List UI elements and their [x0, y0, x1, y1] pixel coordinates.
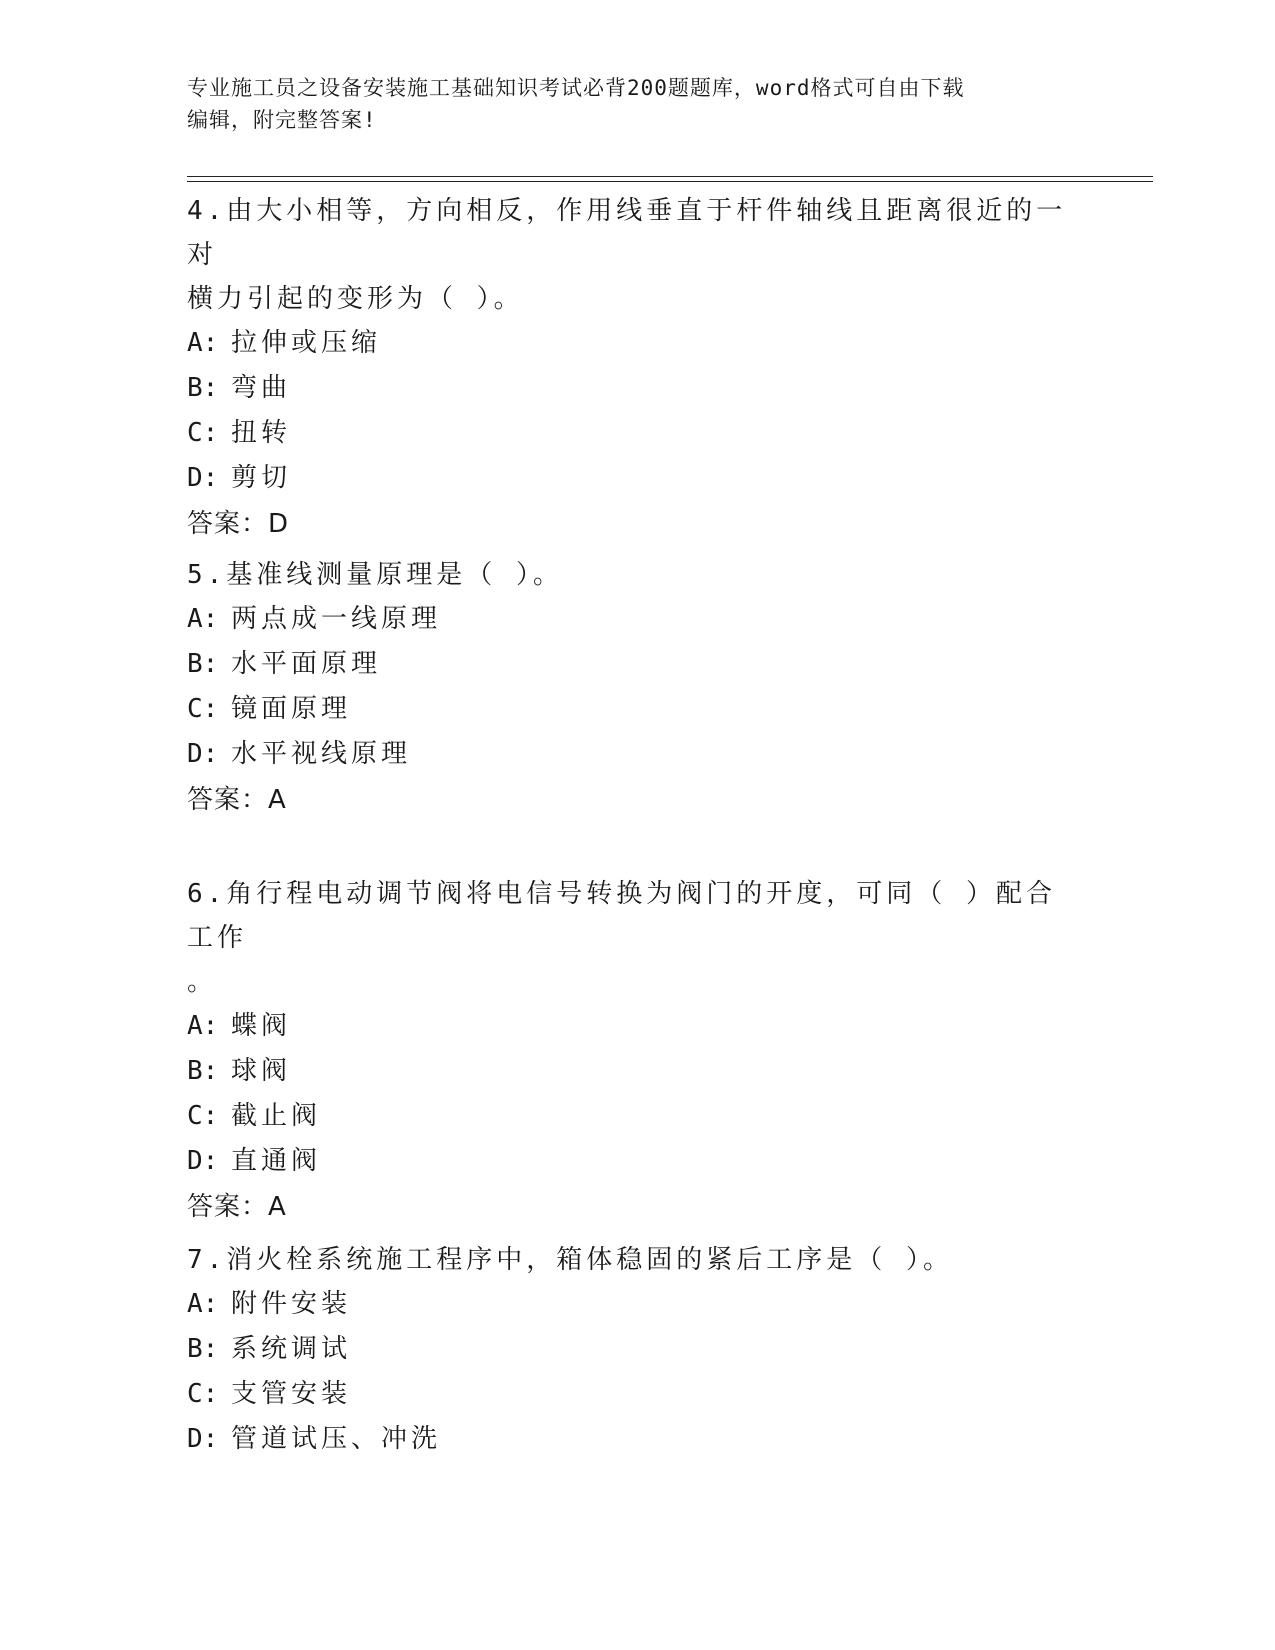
option-text: 两点成一线原理	[231, 604, 442, 634]
answer-line: 答案：A	[187, 1192, 287, 1222]
header-divider-bottom	[187, 181, 1153, 182]
question-stem-line: 7.消火栓系统施工程序中，箱体稳固的紧后工序是（ ）。	[187, 1245, 953, 1275]
question-5	[187, 553, 1067, 823]
option-text: 附件安装	[231, 1289, 352, 1319]
option-letter: C:	[187, 1379, 219, 1409]
question-stem	[187, 553, 1067, 597]
question-7	[187, 1238, 1067, 1462]
option-letter: C:	[187, 694, 219, 724]
option-d	[187, 456, 1067, 501]
option-text: 拉伸或压缩	[231, 328, 382, 358]
option-text: 剪切	[231, 463, 292, 493]
question-stem	[187, 189, 1067, 321]
header-divider-top	[187, 176, 1153, 177]
option-text: 直通阀	[231, 1146, 322, 1176]
option-text: 水平视线原理	[231, 739, 412, 769]
question-4	[187, 189, 1067, 547]
option-text: 蝶阀	[231, 1011, 292, 1041]
option-text: 管道试压、冲洗	[231, 1424, 442, 1454]
option-letter: B:	[187, 649, 219, 679]
option-letter: A:	[187, 1011, 219, 1041]
option-letter: B:	[187, 1056, 219, 1086]
option-letter: C:	[187, 1101, 219, 1131]
answer-line: 答案：A	[187, 785, 287, 815]
option-text: 截止阀	[231, 1101, 322, 1131]
option-letter: C:	[187, 418, 219, 448]
option-d	[187, 1139, 1067, 1184]
option-a	[187, 1004, 1067, 1049]
option-letter: D:	[187, 1424, 219, 1454]
option-text: 扭转	[231, 418, 292, 448]
question-stem-line: 横力引起的变形为（ ）。	[187, 284, 524, 314]
option-text: 水平面原理	[231, 649, 382, 679]
option-letter: B:	[187, 373, 219, 403]
option-c	[187, 687, 1067, 732]
option-letter: A:	[187, 328, 219, 358]
question-stem-line: 5.基准线测量原理是（ ）。	[187, 560, 563, 590]
option-text: 弯曲	[231, 373, 292, 403]
option-b	[187, 1049, 1067, 1094]
question-stem-line: 。	[187, 967, 218, 997]
option-a	[187, 1282, 1067, 1327]
question-stem-line: 4.由大小相等，方向相反，作用线垂直于杆件轴线且距离很近的一对	[187, 196, 1067, 270]
question-stem	[187, 872, 1067, 1004]
document-header	[187, 72, 1067, 136]
option-c	[187, 411, 1067, 456]
option-text: 系统调试	[231, 1334, 352, 1364]
option-letter: B:	[187, 1334, 219, 1364]
option-b	[187, 642, 1067, 687]
option-letter: D:	[187, 739, 219, 769]
option-a	[187, 321, 1067, 366]
header-line-2: 编辑，附完整答案!	[187, 108, 377, 132]
question-6	[187, 872, 1067, 1230]
option-text: 镜面原理	[231, 694, 352, 724]
option-letter: A:	[187, 1289, 219, 1319]
option-letter: D:	[187, 463, 219, 493]
option-c	[187, 1372, 1067, 1417]
question-stem	[187, 1238, 1067, 1282]
answer-line: 答案：D	[187, 509, 290, 539]
option-text: 支管安装	[231, 1379, 352, 1409]
option-letter: A:	[187, 604, 219, 634]
option-letter: D:	[187, 1146, 219, 1176]
option-d	[187, 1417, 1067, 1462]
option-text: 球阀	[231, 1056, 292, 1086]
option-b	[187, 366, 1067, 411]
header-line-1: 专业施工员之设备安装施工基础知识考试必背200题题库，word格式可自由下载	[187, 76, 965, 100]
option-a	[187, 597, 1067, 642]
option-c	[187, 1094, 1067, 1139]
option-b	[187, 1327, 1067, 1372]
option-d	[187, 732, 1067, 777]
question-stem-line: 6.角行程电动调节阀将电信号转换为阀门的开度，可同（ ）配合工作	[187, 879, 1056, 953]
